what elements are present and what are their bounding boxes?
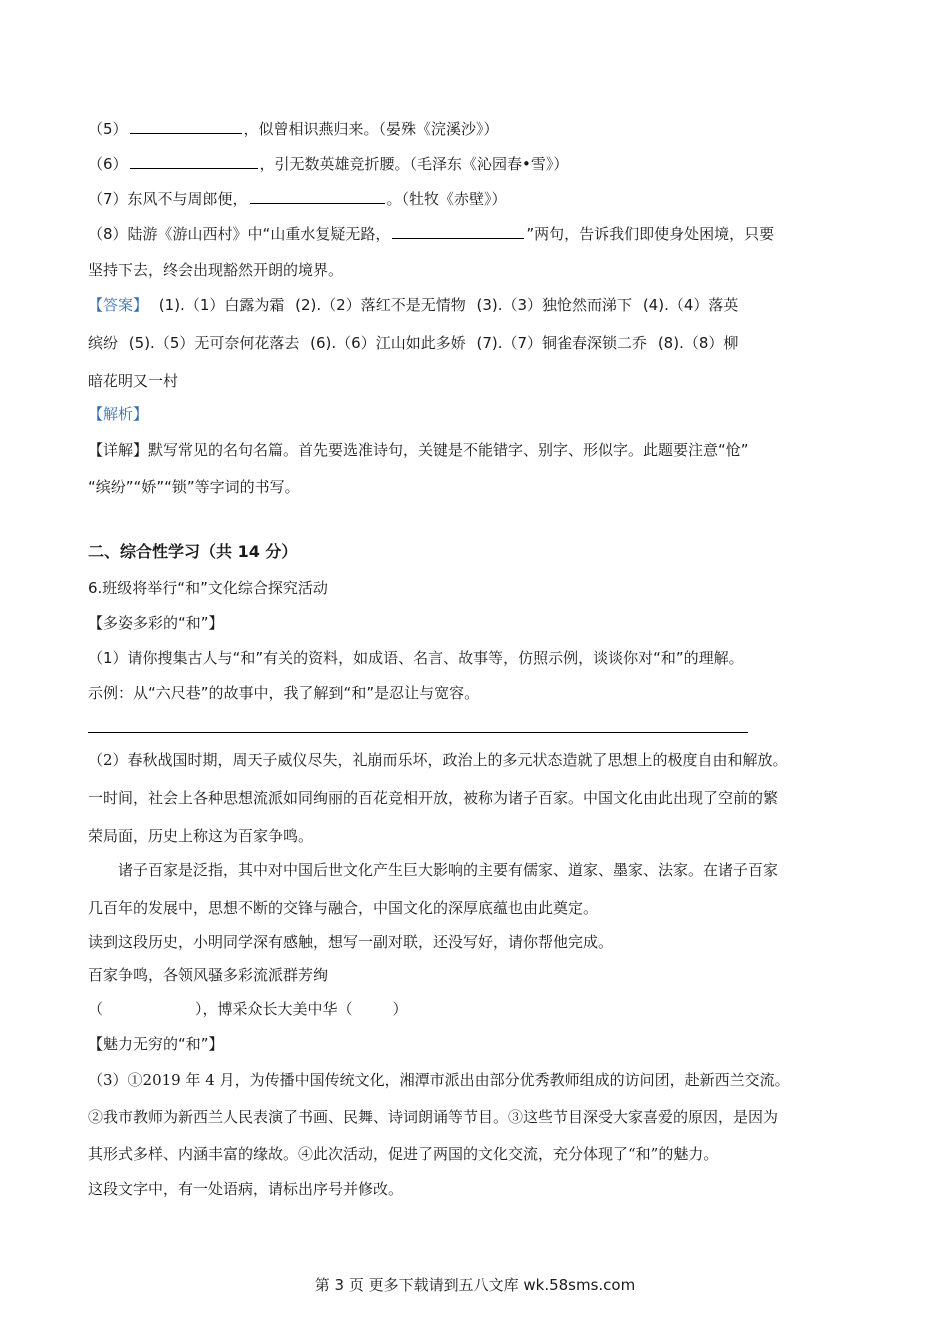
subheading-1: 【多姿多彩的“和”】 bbox=[88, 614, 224, 632]
q5-line-5: （5） ，似曾相识燕归来。（晏殊《浣溪沙》） bbox=[88, 120, 499, 138]
analysis-label: 【解析】 bbox=[88, 405, 149, 423]
q5-line-6: （6） ，引无数英雄竞折腰。（毛泽东《沁园春•雪》） bbox=[88, 155, 569, 173]
part-3-line-4: 这段文字中，有一处语病，请标出序号并修改。 bbox=[88, 1180, 404, 1198]
subheading-2: 【魅力无穷的“和”】 bbox=[88, 1035, 224, 1053]
q5-line-7: （7）东风不与周郎便， 。（牡牧《赤壁》） bbox=[88, 190, 507, 208]
part-2-line-2: 一时间，社会上各种思想流派如同绚丽的百花竞相开放，被称为诸子百家。中国文化由此出现了空前的繁 bbox=[88, 789, 779, 807]
answer-line-1: 【答案】 (1).（1）白露为霜 (2).（2）落红不是无情物 (3).（3）独怆然而涕下 (4).（4）落英 bbox=[88, 296, 739, 314]
couplet-line-2: （ ），博采众长大美中华（ ） bbox=[88, 1000, 408, 1018]
answer-line-3: 暗花明又一村 bbox=[88, 372, 179, 390]
answer-line-2: 缤纷 (5).（5）无可奈何花落去 (6).（6）江山如此多娇 (7).（7）铜雀春深锁二乔 (8).（8）柳 bbox=[88, 334, 739, 352]
part-2-line-4: 诸子百家是泛指，其中对中国后世文化产生巨大影响的主要有儒家、道家、墨家、法家。在诸子百家 bbox=[118, 861, 779, 879]
page-footer: 第 3 页 更多下载请到五八文库 wk.58sms.com bbox=[314, 1276, 636, 1294]
part-3-line-2: ②我市教师为新西兰人民表演了书画、民舞、诗词朗诵等节目。③这些节目深受大家喜爱的原因，是因为 bbox=[88, 1108, 779, 1126]
answer-blank bbox=[130, 153, 258, 169]
part-2-line-1: （2）春秋战国时期，周天子威仪尽失，礼崩而乐坏，政治上的多元状态造就了思想上的极度自由和解放。 bbox=[88, 751, 788, 769]
part-3-line-1: （3）①2019 年 4 月，为传播中国传统文化，湘潭市派出由部分优秀教师组成的访问团，赴新西兰交流。 bbox=[88, 1071, 790, 1089]
analysis-detail-1: 【详解】默写常见的名句名篇。首先要选准诗句，关键是不能错字、别字、形似字。此题要注意“怆” bbox=[88, 441, 749, 459]
answer-blank bbox=[130, 118, 242, 134]
answer-label: 【答案】 bbox=[88, 296, 149, 314]
part-1-example: 示例：从“六尺巷”的故事中，我了解到“和”是忍让与宽容。 bbox=[88, 684, 480, 702]
answer-blank bbox=[250, 188, 385, 204]
part-1-prompt: （1）请你搜集古人与“和”有关的资料，如成语、名言、故事等，仿照示例，谈谈你对“和”的理解。 bbox=[88, 649, 744, 667]
part-2-line-3: 荣局面，历史上称这为百家争鸣。 bbox=[88, 827, 314, 845]
part-3-line-3: 其形式多样、内涵丰富的缘故。④此次活动，促进了两国的文化交流，充分体现了“和”的魅力。 bbox=[88, 1145, 719, 1163]
q5-line-8-cont: 坚持下去，终会出现豁然开朗的境界。 bbox=[88, 261, 344, 279]
part-2-line-5: 几百年的发展中，思想不断的交锋与融合，中国文化的深厚底蕴也由此奠定。 bbox=[88, 899, 599, 917]
section-title: 二、综合性学习（共 14 分） bbox=[88, 542, 298, 561]
q5-line-8: （8）陆游《游山西村》中“山重水复疑无路， ”两句，告诉我们即使身处困境，只要 bbox=[88, 225, 775, 243]
analysis-detail-2: “缤纷”“娇”“锁”等字词的书写。 bbox=[88, 478, 300, 496]
answer-rule bbox=[88, 732, 748, 733]
question-6: 6.班级将举行“和”文化综合探究活动 bbox=[88, 579, 328, 597]
part-2-line-6: 读到这段历史，小明同学深有感触，想写一副对联，还没写好，请你帮他完成。 bbox=[88, 933, 614, 951]
answer-blank bbox=[392, 223, 524, 239]
couplet-line-1: 百家争鸣，各领风骚多彩流派群芳绚 bbox=[88, 966, 329, 984]
